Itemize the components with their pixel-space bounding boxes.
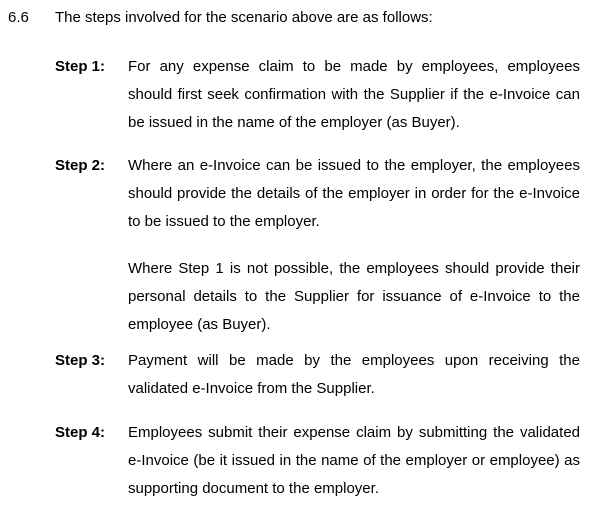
step-2-paragraph-1: Where an e-Invoice can be issued to the employer, the employees should provide the details of the employer in order for the e-Invoice to be issued to the employer. xyxy=(128,157,580,230)
section-intro: The steps involved for the scenario above are as follows: xyxy=(55,9,433,26)
step-3-label: Step 3: xyxy=(55,352,106,369)
step-3-body xyxy=(128,347,580,403)
step-1-label: Step 1: xyxy=(55,58,106,75)
section-number: 6.6 xyxy=(8,9,29,26)
step-1-body xyxy=(128,53,580,137)
step-2-paragraph-2: Where Step 1 is not possible, the employees should provide their personal details to the Supplier for issuance of e-Invoice to the employee (as Buyer). xyxy=(128,260,580,333)
step-2-label: Step 2: xyxy=(55,157,106,174)
step-4-body xyxy=(128,419,580,503)
step-4-paragraph-1: Employees submit their expense claim by submitting the validated e-Invoice (be it issued in the name of the employer or employee) as supporting document to the employer. xyxy=(128,424,580,497)
step-1-paragraph-1: For any expense claim to be made by employees, employees should first seek confirmation with the Supplier if the e-Invoice can be issued in the name of the employer (as Buyer). xyxy=(128,58,580,131)
step-4-label: Step 4: xyxy=(55,424,106,441)
step-2-body xyxy=(128,152,580,339)
step-3-paragraph-1: Payment will be made by the employees upon receiving the validated e-Invoice from the Supplier. xyxy=(128,352,580,397)
